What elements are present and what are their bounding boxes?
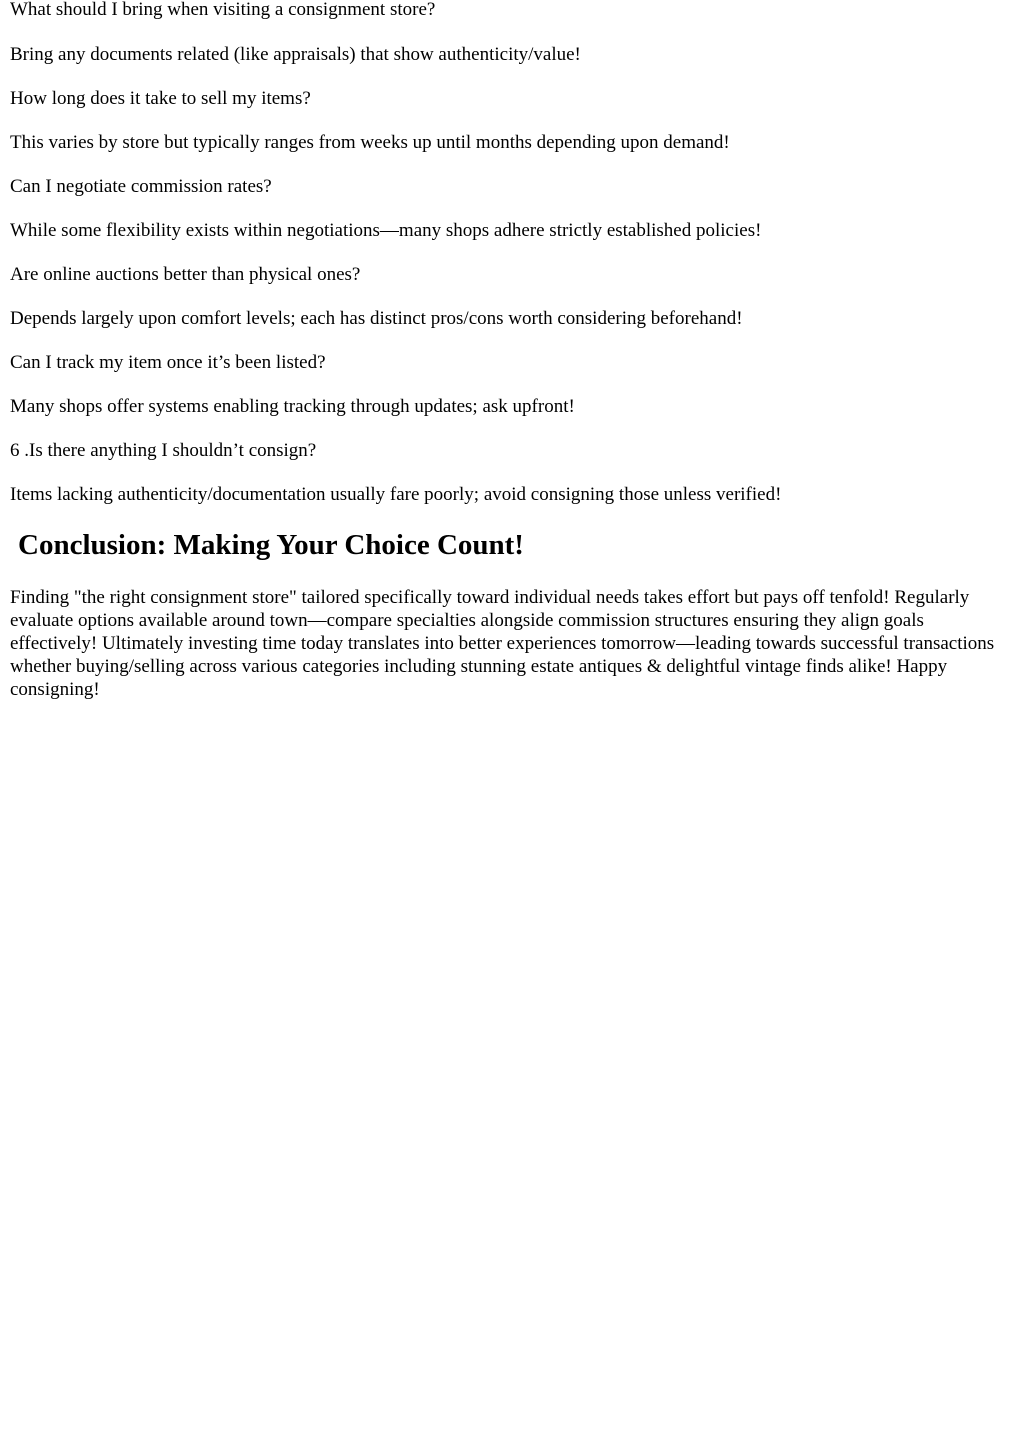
conclusion-paragraph: Finding "the right consignment store" tailored specifically toward individual needs takes effort but pays off tenfold! Regularly evaluate options available around town—compare specialties alongside commission structures ensuring they align goals effectively! Ultimately investing time today translates into better experiences tomorrow—leading towards successful transactions whether buying/selling across various categories including stunning estate antiques & delightful vintage finds alike! Happy consigning!	[10, 587, 995, 700]
faq-question: Are online auctions better than physical ones?	[10, 264, 361, 285]
faq-item	[10, 352, 1014, 418]
faq-answer: Many shops offer systems enabling tracking through updates; ask upfront!	[10, 396, 575, 417]
faq-question: What should I bring when visiting a consignment store?	[10, 0, 436, 20]
faq-item	[10, 176, 1014, 242]
faq-item	[10, 0, 1014, 66]
faq-question: Can I negotiate commission rates?	[10, 176, 272, 197]
faq-answer: This varies by store but typically ranges from weeks up until months depending upon demand!	[10, 132, 730, 153]
faq-answer: While some flexibility exists within negotiations—many shops adhere strictly established policies!	[10, 220, 762, 241]
faq-question: Can I track my item once it’s been listed?	[10, 352, 326, 373]
faq-answer: Depends largely upon comfort levels; each has distinct pros/cons worth considering beforehand!	[10, 308, 743, 329]
faq-item	[10, 440, 1014, 506]
faq-question: How long does it take to sell my items?	[10, 88, 311, 109]
faq-answer: Bring any documents related (like appraisals) that show authenticity/value!	[10, 44, 581, 65]
conclusion-heading: Conclusion: Making Your Choice Count!	[18, 529, 524, 561]
faq-item	[10, 264, 1014, 330]
faq-item	[10, 88, 1014, 154]
faq-question: 6 .Is there anything I shouldn’t consign?	[10, 440, 317, 461]
article-content	[0, 0, 1024, 701]
faq-answer: Items lacking authenticity/documentation usually fare poorly; avoid consigning those unless verified!	[10, 484, 782, 505]
